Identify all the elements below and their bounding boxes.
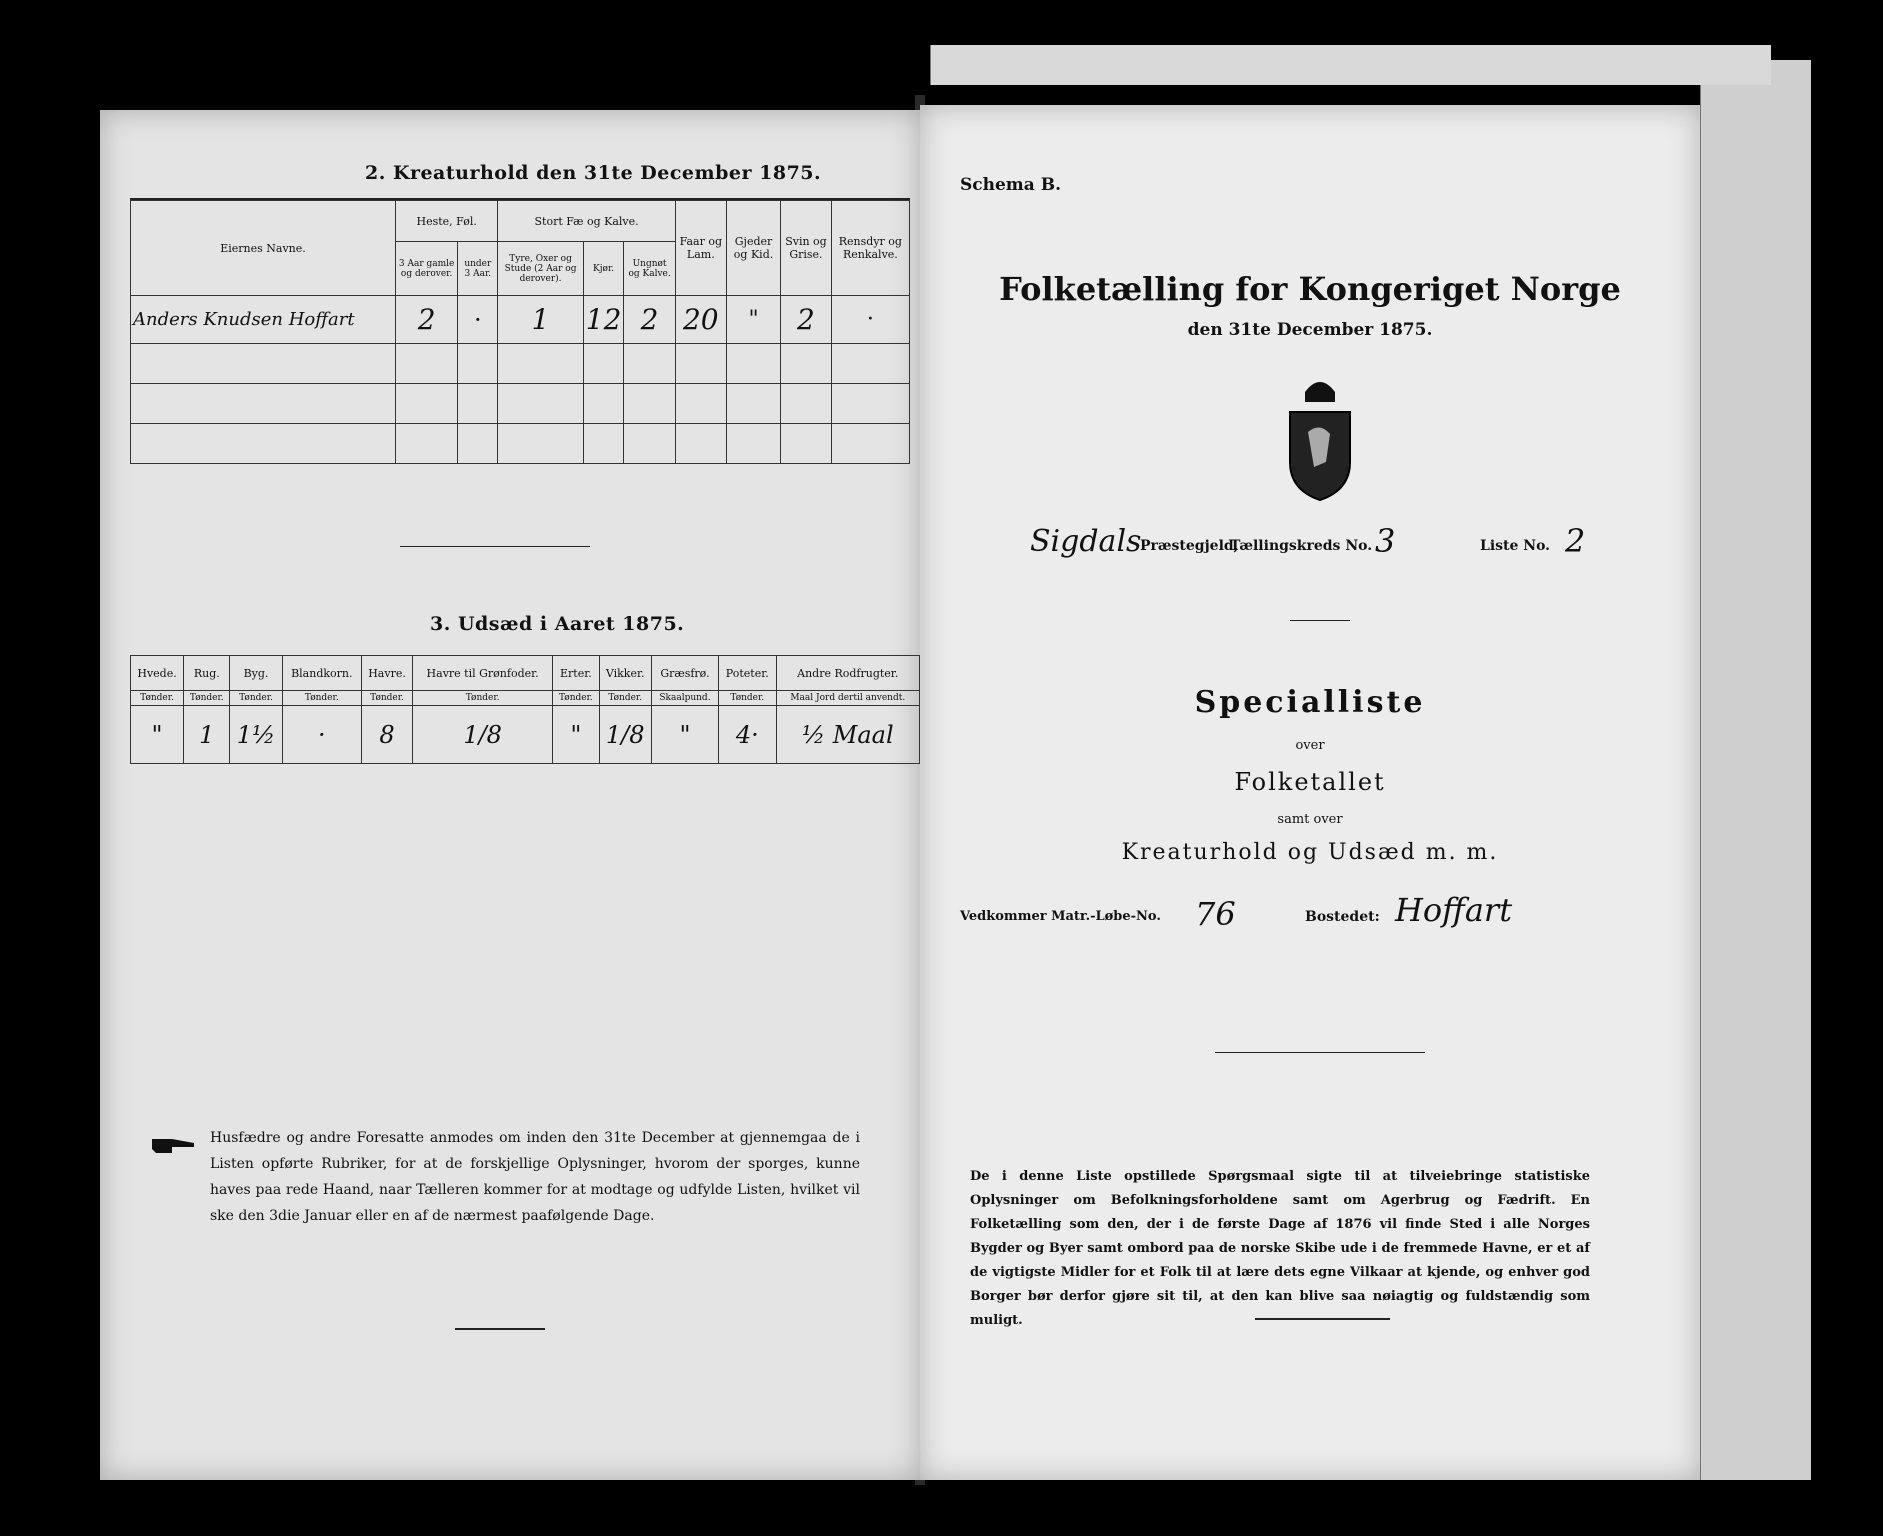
cell-pigs: 2 bbox=[781, 296, 832, 344]
divider bbox=[1290, 620, 1350, 621]
sowing-unit: Tønder. bbox=[413, 691, 553, 706]
over-label: over bbox=[1295, 738, 1325, 753]
cell-sheep: 20 bbox=[675, 296, 726, 344]
cell-reindeer: · bbox=[831, 296, 909, 344]
parish-value: Sigdals bbox=[1030, 524, 1142, 559]
district-value: 3 bbox=[1375, 522, 1396, 560]
cell-c2: 12 bbox=[583, 296, 624, 344]
sowing-unit: Maal Jord dertil anvendt. bbox=[776, 691, 919, 706]
sowing-header: Vikker. bbox=[599, 656, 651, 691]
sowing-value: 1/8 bbox=[599, 706, 651, 764]
sub-horses-old: 3 Aar gamle og derover. bbox=[396, 242, 458, 296]
sowing-value: · bbox=[282, 706, 361, 764]
cell-h2: · bbox=[458, 296, 498, 344]
parish-label: Præstegjeld, bbox=[1140, 538, 1239, 554]
cell-c3: 2 bbox=[624, 296, 675, 344]
col-sheep: Faar og Lam. bbox=[675, 201, 726, 296]
schema-label: Schema B. bbox=[960, 175, 1062, 195]
sowing-header: Hvede. bbox=[131, 656, 184, 691]
sub-oxen: Tyre, Oxer og Stude (2 Aar og derover). bbox=[498, 242, 583, 296]
cell-c1: 1 bbox=[498, 296, 583, 344]
sowing-unit: Skaalpund. bbox=[651, 691, 718, 706]
sowing-value: " bbox=[553, 706, 599, 764]
sowing-header: Poteter. bbox=[719, 656, 776, 691]
sowing-unit: Tønder. bbox=[719, 691, 776, 706]
section3-title: 3. Udsæd i Aaret 1875. bbox=[430, 613, 685, 635]
main-title: Folketælling for Kongeriget Norge bbox=[999, 270, 1621, 308]
divider bbox=[1215, 1052, 1425, 1053]
list-value: 2 bbox=[1565, 522, 1586, 560]
sowing-unit: Tønder. bbox=[553, 691, 599, 706]
census-date: den 31te December 1875. bbox=[1187, 320, 1433, 340]
sowing-value: 1/8 bbox=[413, 706, 553, 764]
col-reindeer: Rensdyr og Renkalve. bbox=[831, 201, 909, 296]
sowing-value: 1½ bbox=[230, 706, 282, 764]
samt-over-label: samt over bbox=[1277, 812, 1343, 827]
col-horses: Heste, Føl. bbox=[396, 201, 498, 242]
notice-text: Husfædre og andre Foresatte anmodes om inden den 31te December at gjennemgaa de i Listen opførte Rubriker, for at de forskjellige Oplysninger, hvorom der sporges, kunne haves paa rede Haand, naar Tælleren kommer for at modtage og udfylde Listen, hvilket vil ske den 3die Januar eller en af de nærmest paafølgende Dage. bbox=[210, 1130, 860, 1224]
intro-paragraph: De i denne Liste opstillede Spørgsmaal sigte til at tilveiebringe statistiske Oplysninger om Befolkningsforholdene samt om Agerbrug og Fædrift. En Folketælling som den, der i de første Dage af 1876 vil finde Sted i alle Norges Bygder og Byer samt ombord paa de norske Skibe ude i de fremmede Havne, er et af de vigtigste Midler for et Folk til at lære dets egne Vilkaar at kjende, og enhver god Borger bør derfor gjøre sit til, at den kan blive saa nøiagtig og fuldstændig som muligt. bbox=[970, 1169, 1590, 1328]
sowing-header: Andre Rodfrugter. bbox=[776, 656, 919, 691]
sowing-value: 4· bbox=[719, 706, 776, 764]
sowing-header: Rug. bbox=[184, 656, 230, 691]
matr-label: Vedkommer Matr.-Løbe-No. bbox=[960, 909, 1161, 924]
livestock-table bbox=[130, 200, 910, 464]
page-stack-edge bbox=[930, 45, 1771, 85]
sowing-header: Havre til Grønfoder. bbox=[413, 656, 553, 691]
sub-horses-young: under 3 Aar. bbox=[458, 242, 498, 296]
sowing-value: " bbox=[651, 706, 718, 764]
parish-row bbox=[1030, 522, 1650, 570]
coat-of-arms-icon bbox=[1280, 372, 1360, 502]
sub-cows: Kjør. bbox=[583, 242, 624, 296]
matr-value: 76 bbox=[1195, 895, 1236, 933]
specialliste-title: Specialliste bbox=[1194, 685, 1426, 720]
pointing-hand-icon bbox=[150, 1135, 196, 1155]
col-cattle: Stort Fæ og Kalve. bbox=[498, 201, 675, 242]
cell-goats: " bbox=[726, 296, 780, 344]
section2-title: 2. Kreaturhold den 31te December 1875. bbox=[365, 162, 822, 184]
col-goats: Gjeder og Kid. bbox=[726, 201, 780, 296]
sowing-unit: Tønder. bbox=[362, 691, 413, 706]
divider-short bbox=[400, 546, 590, 547]
kreaturhold-title: Kreaturhold og Udsæd m. m. bbox=[1121, 840, 1499, 865]
bosted-label: Bostedet: bbox=[1305, 909, 1380, 925]
sowing-table bbox=[130, 655, 920, 764]
sowing-header: Havre. bbox=[362, 656, 413, 691]
sowing-header: Græsfrø. bbox=[651, 656, 718, 691]
sowing-unit: Tønder. bbox=[599, 691, 651, 706]
sowing-header: Erter. bbox=[553, 656, 599, 691]
owner-name: Anders Knudsen Hoffart bbox=[131, 296, 396, 344]
col-pigs: Svin og Grise. bbox=[781, 201, 832, 296]
sub-calves: Ungnøt og Kalve. bbox=[624, 242, 675, 296]
folketallet-title: Folketallet bbox=[1234, 768, 1386, 796]
sowing-value: ½ Maal bbox=[776, 706, 919, 764]
sowing-unit: Tønder. bbox=[230, 691, 282, 706]
matr-row bbox=[960, 891, 1600, 945]
bosted-value: Hoffart bbox=[1395, 891, 1513, 929]
page-stack-edge bbox=[1700, 60, 1811, 1480]
cell-h1: 2 bbox=[396, 296, 458, 344]
col-owner: Eiernes Navne. bbox=[131, 201, 396, 296]
sowing-header: Byg. bbox=[230, 656, 282, 691]
sowing-unit: Tønder. bbox=[184, 691, 230, 706]
sowing-value: 1 bbox=[184, 706, 230, 764]
sowing-header: Blandkorn. bbox=[282, 656, 361, 691]
divider-bottom-left bbox=[455, 1328, 545, 1330]
sowing-unit: Tønder. bbox=[131, 691, 184, 706]
margin-bleedthrough bbox=[100, 330, 170, 1230]
district-label: Tællingskreds No. bbox=[1230, 538, 1373, 554]
sowing-unit: Tønder. bbox=[282, 691, 361, 706]
divider bbox=[1255, 1318, 1390, 1320]
sowing-value: 8 bbox=[362, 706, 413, 764]
sowing-value: " bbox=[131, 706, 184, 764]
list-label: Liste No. bbox=[1480, 538, 1551, 554]
